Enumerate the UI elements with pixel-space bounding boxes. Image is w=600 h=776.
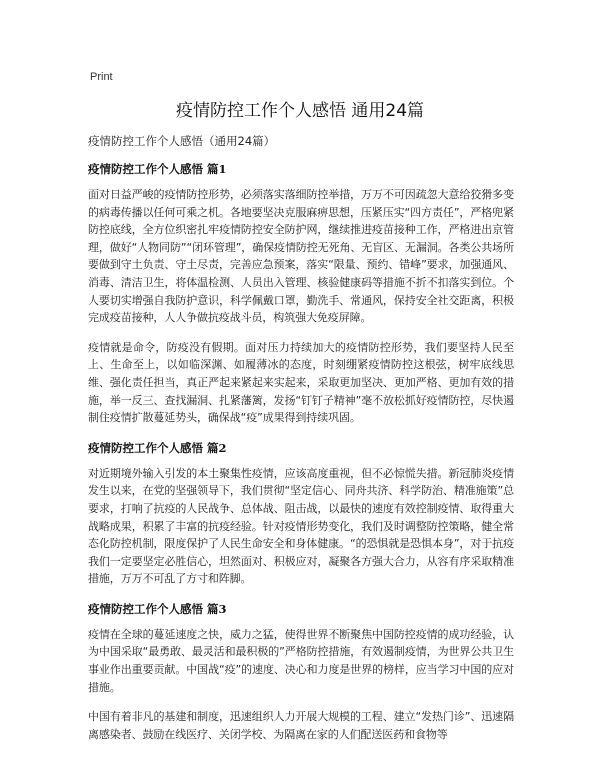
document-title: 疫情防控工作个人感悟 通用24篇 xyxy=(175,101,425,121)
section-heading: 疫情防控工作个人感悟 篇2 xyxy=(88,440,227,455)
section-heading: 疫情防控工作个人感悟 篇3 xyxy=(88,601,227,616)
paragraph: 疫情在全球的蔓延速度之快，威力之猛，使得世界不断聚焦中国防控疫情的成功经验，认为中国采取“最勇敢、最灵活和最积极的”严格防控措施，有效遏制疫情，为世界公共卫生事业作出重要贡献。中国战“疫”的速度、决心和力度是世界的榜样，应当学习中国的应对措施。 xyxy=(88,627,514,694)
paragraph: 面对日益严峻的疫情防控形势，必须落实落细防控举措，万万不可因疏忽大意给狡猾多变的病毒传播以任何可乘之机。各地要坚决克服麻痹思想，压紧压实“四方责任”，严格兜紧防控底线，全方位织密扎牢疫情防控安全防护网，继续推进疫苗接种工作，严格进出京管理，做好“人物同防”“闭环管理”，确保疫情防控无死角、无盲区、无漏洞。各类公共场所要做到守土负责、守土尽责，完善应急预案，落实“限量、预约、错峰”要求，加强通风、消毒、清洁卫生，将体温检测、人员出入管理、核验健康码等措施不折不扣落实到位。个人要切实增强自我防护意识，科学佩戴口罩，勤洗手、常通风，保持安全社交距离，积极完成疫苗接种，人人争做抗疫战斗员，构筑强大免疫屏障。 xyxy=(88,188,514,325)
paragraph: 对近期境外输入引发的本土聚集性疫情，应该高度重视，但不必惊慌失措。新冠肺炎疫情发生以来，在党的坚强领导下，我们贯彻“坚定信心、同舟共济、科学防治、精准施策”总要求，打响了抗疫的人民战争、总体战、阻击战，以最快的速度有效控制疫情、取得重大战略成果，积累了丰富的抗疫经验。针对疫情形势变化，我们及时调整防控策略，健全常态化防控机制，限度保护了人民生命安全和身体健康。“的恐惧就是恐惧本身”，对于抗疫我们一定要坚定必胜信心，坦然面对、积极应对，凝聚各方强大合力，从容有序采取精准措施，万万不可乱了方寸和阵脚。 xyxy=(88,466,514,586)
section-1 xyxy=(88,160,514,427)
section-3 xyxy=(88,600,514,744)
print-link[interactable]: Print xyxy=(90,71,113,83)
document-body xyxy=(88,132,514,755)
section-heading: 疫情防控工作个人感悟 篇1 xyxy=(88,162,227,176)
section-2 xyxy=(88,439,514,588)
document-subtitle: 疫情防控工作个人感悟（通用24篇） xyxy=(88,134,276,148)
paragraph: 疫情就是命令，防疫没有假期。面对压力持续加大的疫情防控形势，我们要坚持人民至上、生命至上，以如临深渊、如履薄冰的态度，时刻绷紧疫情防控这根弦，树牢底线思维、强化责任担当，真正严起来紧起来实起来，采取更加坚决、更加严格、更加有效的措施，举一反三、查找漏洞、扎紧藩篱，发扬“钉钉子精神”毫不放松抓好疫情防控，尽快遏制住疫情扩散蔓延势头，确保战“疫”成果得到持续巩固。 xyxy=(88,340,514,425)
paragraph: 中国有着非凡的基建和制度，迅速组织人力开展大规模的工程、建立“发热门诊”、迅速隔离感染者、鼓励在线医疗、关闭学校、为隔离在家的人们配送医药和食物等 xyxy=(88,710,514,741)
